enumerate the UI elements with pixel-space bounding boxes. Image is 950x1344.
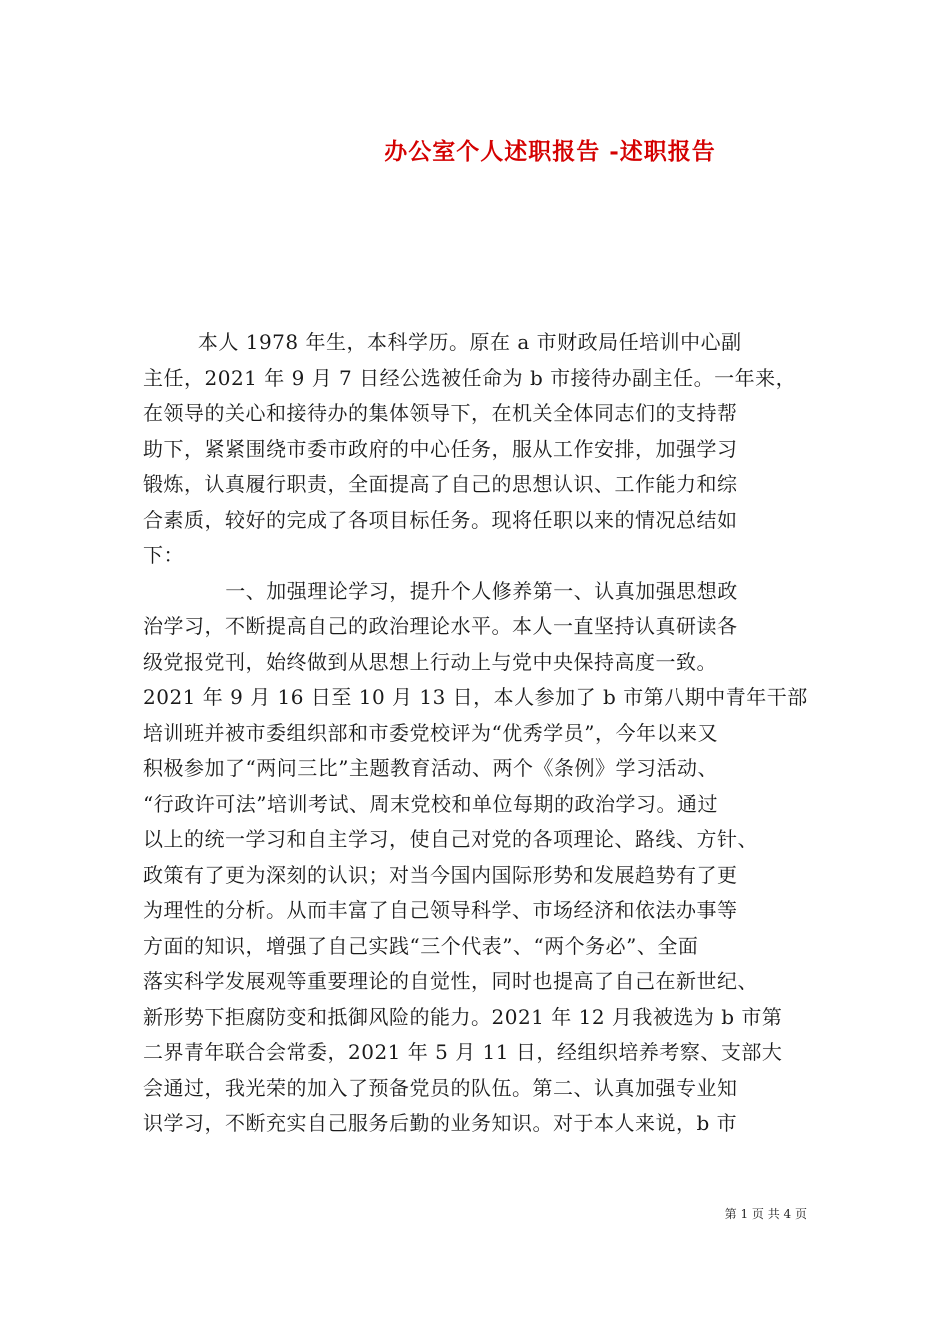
body-line: 治学习，不断提高自己的政治理论水平。本人一直坚持认真研读各	[143, 614, 738, 638]
body-line: 合素质，较好的完成了各项目标任务。现将任职以来的情况总结如	[143, 507, 738, 532]
body-line: 主任，2021 年 9 月 7 日经公选被任命为 b 市接待办副主任。一年来，	[143, 365, 797, 390]
body-line: 本人 1978 年生，本科学历。原在 a 市财政局任培训中心副	[143, 330, 742, 354]
body-line: 以上的统一学习和自主学习，使自己对党的各项理论、路线、方针、	[143, 827, 758, 851]
body-line: 政策有了更为深刻的认识；对当今国内国际形势和发展趋势有了更	[143, 862, 738, 887]
body-line: 一、加强理论学习，提升个人修养第一、认真加强思想政	[143, 578, 738, 603]
body-line: 助下，紧紧围绕市委市政府的中心任务，服从工作安排，加强学习	[143, 436, 738, 461]
body-line: 培训班并被市委组织部和市委党校评为“优秀学员”，今年以来又	[143, 720, 718, 745]
document-body	[143, 325, 828, 1142]
document-title: 办公室个人述职报告 -述职报告	[384, 138, 716, 165]
body-line: 为理性的分析。从而丰富了自己领导科学、市场经济和依法办事等	[143, 898, 738, 922]
body-line: 级党报党刊，始终做到从思想上行动上与党中央保持高度一致。	[143, 649, 717, 674]
body-line: 积极参加了“两问三比”主题教育活动、两个《条例》学习活动、	[143, 756, 718, 780]
page-number: 第 1 页 共 4 页	[724, 1207, 807, 1221]
body-line: 会通过，我光荣的加入了预备党员的队伍。第二、认真加强专业知	[143, 1075, 738, 1100]
body-line: 锻炼，认真履行职责，全面提高了自己的思想认识、工作能力和综	[143, 472, 738, 496]
body-line: 在领导的关心和接待办的集体领导下，在机关全体同志们的支持帮	[143, 401, 738, 425]
body-line: “行政许可法”培训考试、周末党校和单位每期的政治学习。通过	[143, 791, 718, 816]
body-line: 落实科学发展观等重要理论的自觉性，同时也提高了自己在新世纪、	[143, 969, 758, 993]
body-line: 2021 年 9 月 16 日至 10 月 13 日，本人参加了 b 市第八期中青年干部	[143, 685, 808, 709]
body-line: 下：	[143, 543, 184, 567]
body-line: 二界青年联合会常委，2021 年 5 月 11 日，经组织培养考察、支部大	[143, 1040, 783, 1064]
body-line: 新形势下拒腐防变和抵御风险的能力。2021 年 12 月我被选为 b 市第	[143, 1004, 783, 1029]
body-line: 方面的知识，增强了自己实践“三个代表”、“两个务必”、全面	[143, 933, 699, 958]
body-line: 识学习，不断充实自己服务后勤的业务知识。对于本人来说，b 市	[143, 1111, 738, 1135]
